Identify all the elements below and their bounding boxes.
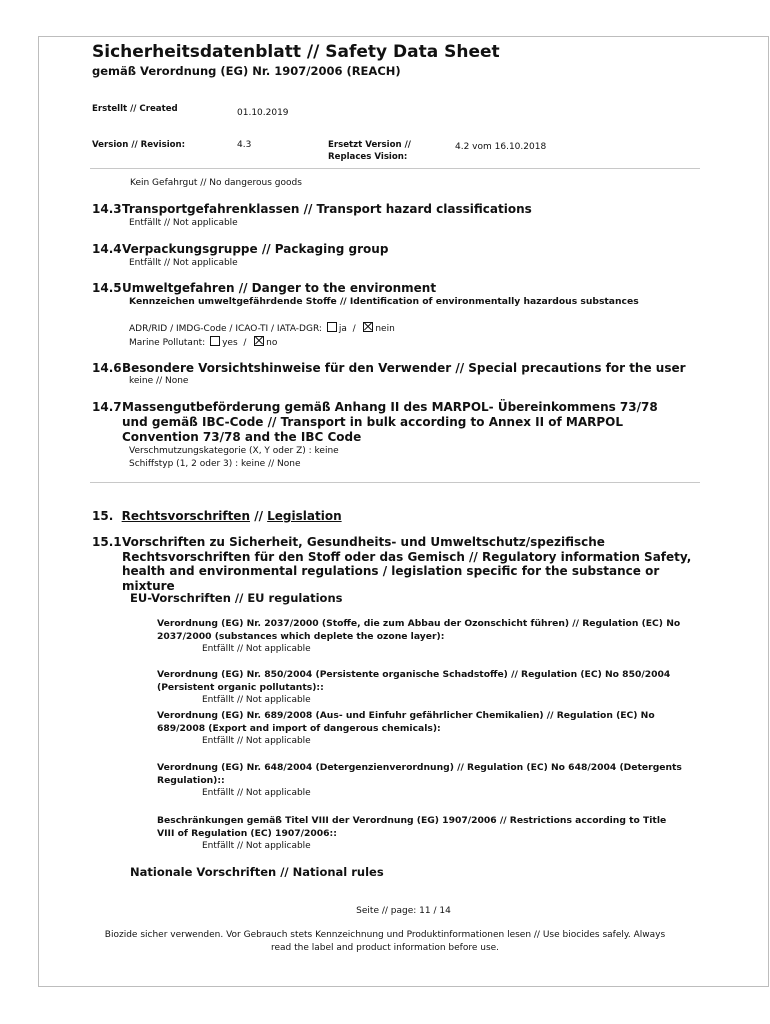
created-label: Erstellt // Created: [92, 104, 178, 114]
dangerous-goods-text: Kein Gefahrgut // No dangerous goods: [130, 178, 302, 188]
section-14-5-subheading: Kennzeichen umweltgefährdende Stoffe // Identification of environmentally hazardous substances: [129, 296, 639, 307]
created-value: 01.10.2019: [237, 108, 289, 118]
section-15-title-de: Rechtsvorschriften: [121, 509, 250, 523]
section-15-heading: [92, 509, 342, 523]
regulation-689-2008: Verordnung (EG) Nr. 689/2008 (Aus- und Einfuhr gefährlicher Chemikalien) // Regulation (EC) No 689/2008 (Export and import of dangerous chemicals):: [157, 710, 655, 734]
section-14-7-title: Massengutbeförderung gemäß Anhang II des MARPOL- Übereinkommens 73/78 und gemäß IBC-Code // Transport in bulk according to Annex II of MARPOL Convention 73/78 and the IBC Code: [122, 400, 658, 444]
nein-label: nein: [375, 324, 395, 334]
adr-row: ADR/RID / IMDG-Code / ICAO-TI / IATA-DGR: ja / nein: [129, 324, 395, 334]
replaces-value: 4.2 vom 16.10.2018: [455, 142, 547, 152]
section-14-3-number: 14.3: [92, 202, 122, 216]
section-14-3-value: Entfällt // Not applicable: [129, 218, 238, 228]
yes-checkbox: [210, 336, 220, 346]
replaces-label-2: Replaces Vision:: [328, 152, 408, 162]
document-title: Sicherheitsdatenblatt // Safety Data Sheet: [92, 42, 500, 62]
section-15-1-title: Vorschriften zu Sicherheit, Gesundheits- und Umweltschutz/spezifische Rechtsvorschriften für den Stoff oder das Gemisch // Regulatory information Safety, health and environmental regulations / legislation specific for the substance or mixture: [122, 535, 692, 593]
ja-checkbox: [327, 322, 337, 332]
section-15-separator: //: [254, 509, 263, 523]
ship-type: Schiffstyp (1, 2 oder 3) : keine // None: [129, 459, 301, 469]
section-15-number: 15.: [92, 509, 114, 523]
no-label: no: [266, 338, 278, 348]
section-14-5-title: Umweltgefahren // Danger to the environment: [122, 281, 437, 295]
version-value: 4.3: [237, 140, 252, 150]
regulation-648-2004-value: Entfällt // Not applicable: [202, 788, 311, 798]
regulation-648-2004: Verordnung (EG) Nr. 648/2004 (Detergenzienverordnung) // Regulation (EC) No 648/2004 (Detergents Regulation)::: [157, 762, 682, 786]
section-14-7-number: 14.7: [92, 400, 122, 414]
divider: [90, 168, 700, 169]
section-14-4-value: Entfällt // Not applicable: [129, 258, 238, 268]
no-checkbox-checked: [254, 336, 264, 346]
nein-checkbox-checked: [363, 322, 373, 332]
yes-label: yes: [222, 338, 238, 348]
pollution-category: Verschmutzungskategorie (X, Y oder Z) : keine: [129, 446, 339, 456]
replaces-label: Ersetzt Version //: [328, 140, 411, 150]
restrictions-title-viii-value: Entfällt // Not applicable: [202, 841, 311, 851]
regulation-2037-2000-value: Entfällt // Not applicable: [202, 644, 311, 654]
divider: [90, 482, 700, 483]
document-subtitle: gemäß Verordnung (EG) Nr. 1907/2006 (REACH): [92, 64, 401, 78]
section-14-3-title: Transportgefahrenklassen // Transport hazard classifications: [122, 202, 532, 216]
section-14-4-title: Verpackungsgruppe // Packaging group: [122, 242, 389, 256]
regulation-2037-2000: Verordnung (EG) Nr. 2037/2000 (Stoffe, die zum Abbau der Ozonschicht führen) // Regulation (EC) No 2037/2000 (substances which deplete the ozone layer):: [157, 618, 681, 642]
version-label: Version // Revision:: [92, 140, 186, 150]
section-15-title-en: Legislation: [267, 509, 342, 523]
eu-regulations-heading: EU-Vorschriften // EU regulations: [130, 591, 343, 605]
section-14-6-value: keine // None: [129, 376, 189, 386]
section-15-1-number: 15.1: [92, 535, 122, 549]
marine-row: Marine Pollutant: yes / no: [129, 338, 278, 348]
regulation-850-2004: Verordnung (EG) Nr. 850/2004 (Persistente organische Schadstoffe) // Regulation (EC) No 850/2004 (Persistent organic pollutants)::: [157, 669, 671, 693]
marine-label: Marine Pollutant:: [129, 338, 206, 348]
regulation-850-2004-value: Entfällt // Not applicable: [202, 695, 311, 705]
national-rules-heading: Nationale Vorschriften // National rules: [130, 865, 384, 879]
biocide-notice: Biozide sicher verwenden. Vor Gebrauch stets Kennzeichnung und Produktinformationen lesen // Use biocides safely. Always read the label and product information before use.: [104, 930, 666, 953]
section-14-4-number: 14.4: [92, 242, 122, 256]
section-14-6-title: Besondere Vorsichtshinweise für den Verwender // Special precautions for the user: [122, 361, 686, 375]
restrictions-title-viii: Beschränkungen gemäß Titel VIII der Verordnung (EG) 1907/2006 // Restrictions according to Title VIII of Regulation (EC) 1907/2006::: [157, 815, 667, 839]
ja-label: ja: [338, 324, 347, 334]
section-14-5-number: 14.5: [92, 281, 122, 295]
page-number: Seite // page: 11 / 14: [356, 906, 451, 916]
adr-label: ADR/RID / IMDG-Code / ICAO-TI / IATA-DGR:: [129, 324, 322, 334]
regulation-689-2008-value: Entfällt // Not applicable: [202, 736, 311, 746]
section-14-6-number: 14.6: [92, 361, 122, 375]
